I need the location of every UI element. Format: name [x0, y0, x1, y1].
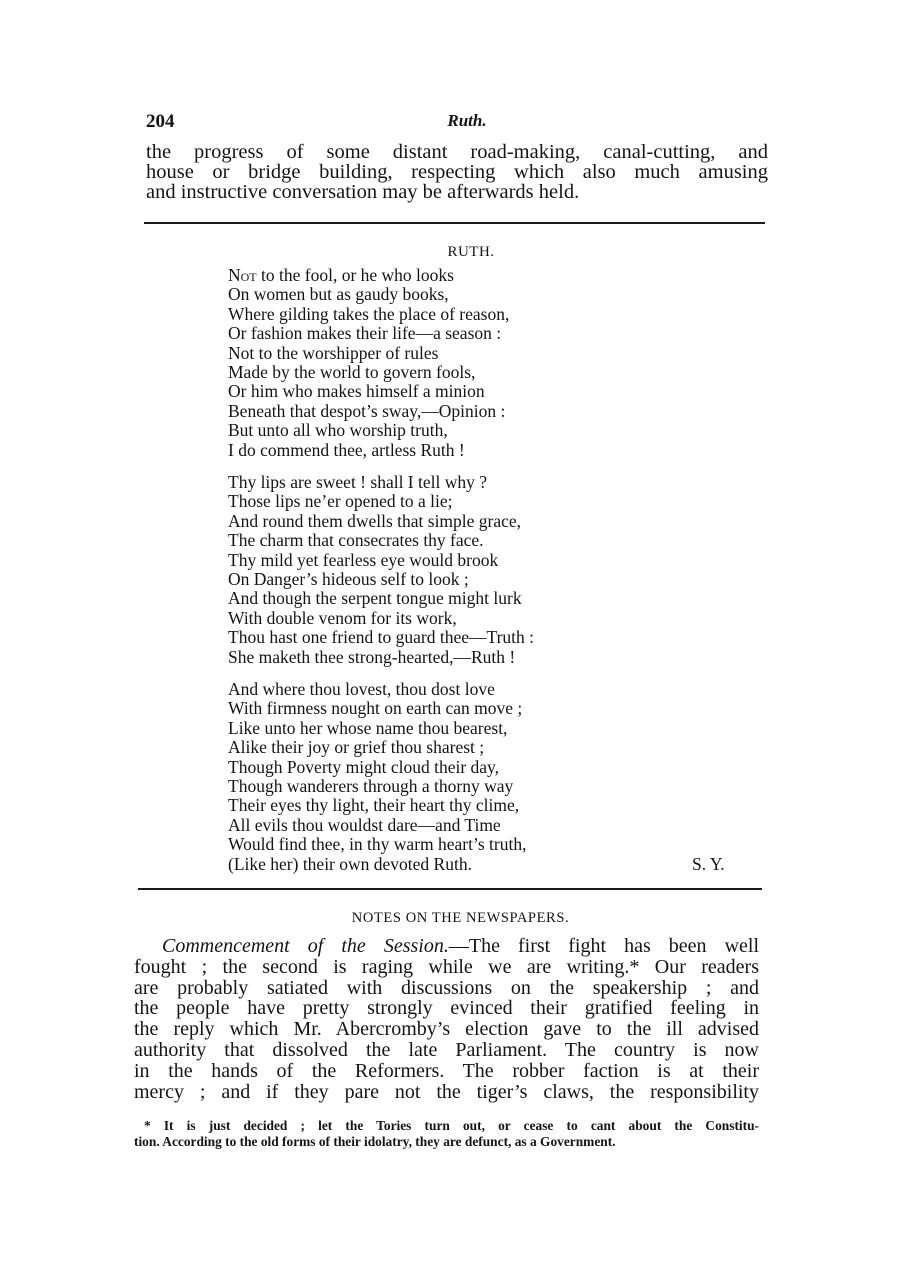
smallcaps-opening-word: Not: [228, 265, 257, 285]
text-line: the people have pretty strongly evinced their gratified feeling in: [134, 997, 759, 1020]
text-line: mercy ; and if they pare not the tiger’s claws, the responsibility: [134, 1080, 759, 1103]
poem-stanza-1: [228, 266, 748, 460]
notes-paragraph: [134, 936, 759, 1102]
verse-line: With double venom for its work,: [228, 607, 457, 628]
verse-line: But unto all who worship truth,: [228, 420, 448, 441]
verse-line: Made by the world to govern fools,: [228, 362, 476, 383]
verse-line: Beneath that despot’s sway,—Opinion :: [228, 400, 506, 421]
verse-line: And round them dwells that simple grace,: [228, 510, 522, 531]
footnote-line: tion. According to the old forms of their idolatry, they are defunct, as a Government.: [134, 1134, 616, 1149]
text-line: the progress of some distant road-making, canal-cutting, and: [146, 141, 768, 163]
verse-line: On Danger’s hideous self to look ;: [228, 569, 469, 590]
section-title: NOTES ON THE NEWSPAPERS.: [351, 910, 570, 926]
text-line: in the hands of the Reformers. The robber faction is at their: [134, 1059, 759, 1082]
verse-line: Those lips ne’er opened to a lie;: [228, 491, 453, 512]
verse-line: Or him who makes himself a minion: [228, 381, 485, 402]
verse-line: Or fashion makes their life—a season :: [228, 323, 502, 344]
verse-line: Not to the worshipper of rules: [228, 342, 439, 363]
text-line: fought ; the second is raging while we are writing.* Our readers: [134, 955, 759, 978]
verse-line: The charm that consecrates thy face.: [228, 530, 484, 551]
verse-line: Would find thee, in thy warm heart’s truth,: [228, 834, 527, 855]
text-line: and instructive conversation may be afterwards held.: [146, 181, 580, 203]
section-divider: [138, 888, 762, 890]
verse-line: She maketh thee strong-hearted,—Ruth !: [228, 646, 516, 667]
running-head: [146, 111, 768, 133]
text-line: Commencement of the Session.—The first fight has been well: [162, 935, 759, 957]
verse-line: Not to the fool, or he who looks: [228, 265, 454, 285]
text-line: are probably satiated with discussions on the speakership ; and: [134, 976, 759, 999]
page-number: 204: [146, 111, 175, 132]
footnote: [134, 1118, 759, 1150]
verse-line: Though wanderers through a thorny way: [228, 776, 514, 797]
verse-line: With firmness nought on earth can move ;: [228, 698, 523, 719]
footnote-line: * It is just decided ; let the Tories turn out, or cease to cant about the Constitu-: [144, 1118, 759, 1133]
verse-line: Where gilding takes the place of reason,: [228, 303, 510, 324]
running-title: Ruth.: [447, 111, 487, 130]
verse-line: And where thou lovest, thou dost love: [228, 679, 495, 699]
section-divider: [144, 222, 765, 224]
verse-line: Thy lips are sweet ! shall I tell why ?: [228, 472, 488, 492]
verse-line: I do commend thee, artless Ruth !: [228, 439, 465, 460]
verse-line: And though the serpent tongue might lurk: [228, 588, 522, 609]
text-line: house or bridge building, respecting which also much amusing: [146, 161, 768, 183]
verse-line: On women but as gaudy books,: [228, 284, 449, 305]
poem-stanza-2: [228, 473, 748, 667]
verse-line: Like unto her whose name thou bearest,: [228, 717, 508, 738]
poem-stanza-3: [228, 680, 748, 874]
text-line: authority that dissolved the late Parliament. The country is now: [134, 1038, 759, 1061]
intro-paragraph: [146, 142, 768, 202]
verse-line: Alike their joy or grief thou sharest ;: [228, 737, 485, 758]
verse-line: Thou hast one friend to guard thee—Truth :: [228, 627, 535, 648]
verse-line: Thy mild yet fearless eye would brook: [228, 549, 499, 570]
verse-line: (Like her) their own devoted Ruth.: [228, 853, 472, 874]
verse-line: Though Poverty might cloud their day,: [228, 756, 500, 777]
poem-title: RUTH.: [447, 244, 495, 260]
run-in-heading: Commencement of the Session.: [162, 935, 449, 957]
poem-signature: S. Y.: [692, 854, 725, 874]
text-line: the reply which Mr. Abercromby’s election gave to the ill advised: [134, 1018, 759, 1041]
verse-line: All evils thou wouldst dare—and Time: [228, 814, 501, 835]
verse-line: Their eyes thy light, their heart thy clime,: [228, 795, 520, 816]
